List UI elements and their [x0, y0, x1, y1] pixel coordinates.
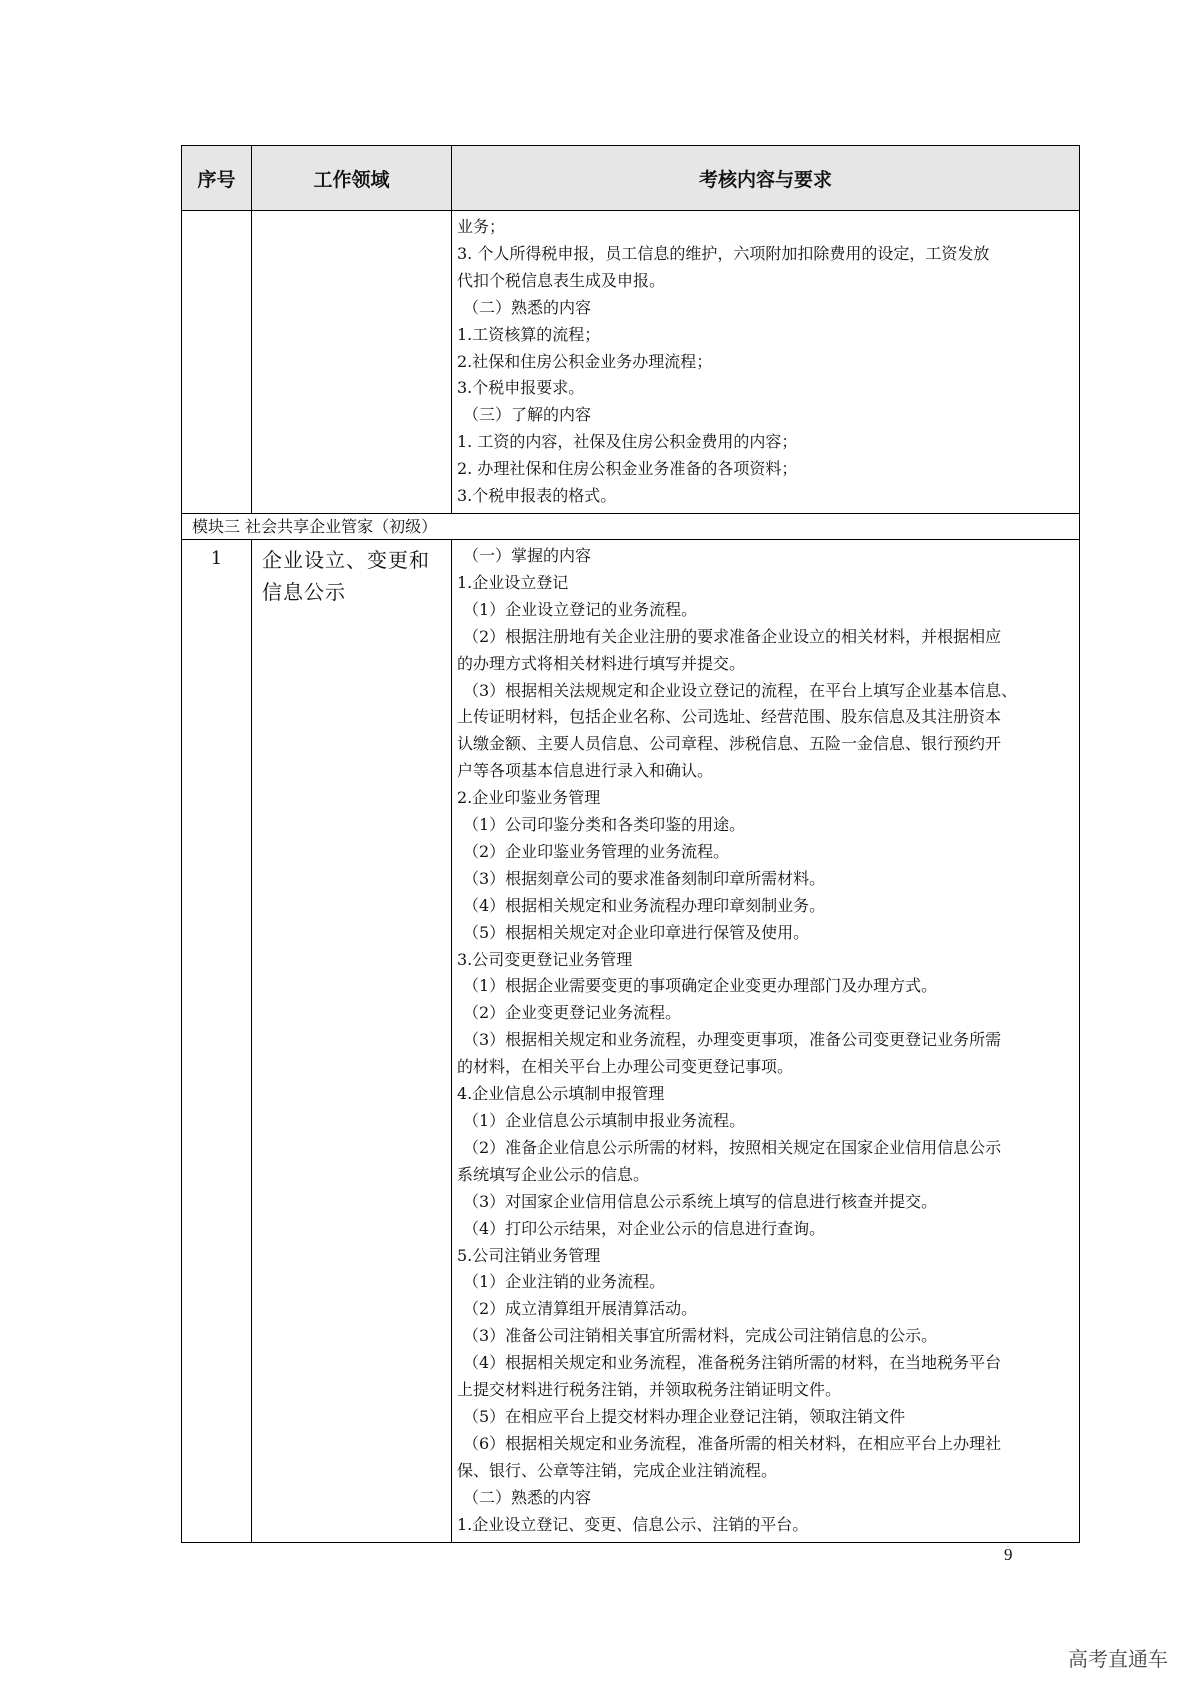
content-cell — [452, 539, 1080, 1542]
header-seq: 序号 — [182, 146, 252, 211]
continued-content — [452, 211, 1079, 513]
content-line: 4.企业信息公示填制申报管理 — [457, 1084, 665, 1104]
content-line: 的办理方式将相关材料进行填写并提交。 — [457, 653, 746, 673]
continued-content-cell — [452, 211, 1080, 514]
content-line: （6）根据相关规定和业务流程，准备所需的相关材料，在相应平台上办理社 — [463, 1433, 1002, 1453]
row-field-line2: 信息公示 — [262, 579, 346, 604]
content-line: （3）根据相关法规规定和企业设立登记的流程，在平台上填写企业基本信息、 — [463, 680, 1018, 700]
content-line: 代扣个税信息表生成及申报。 — [457, 270, 666, 290]
row-content — [452, 540, 1079, 1542]
content-line: （一）掌握的内容 — [463, 545, 592, 565]
content-line: 业务； — [457, 217, 506, 236]
content-line: 保、银行、公章等注销，完成企业注销流程。 — [457, 1460, 778, 1480]
content-line: 系统填写企业公示的信息。 — [457, 1164, 650, 1184]
module-cell — [182, 513, 1080, 539]
content-line: （4）打印公示结果，对企业公示的信息进行查询。 — [463, 1218, 826, 1238]
content-line: （1）企业设立登记的业务流程。 — [463, 599, 698, 619]
continued-field-cell — [252, 211, 452, 514]
content-line: （3）根据刻章公司的要求准备刻制印章所需材料。 — [463, 868, 826, 888]
content-line: 3.公司变更登记业务管理 — [457, 949, 633, 969]
watermark: 高考直通车 — [1068, 1647, 1168, 1671]
content-line: （2）准备企业信息公示所需的材料，按照相关规定在国家企业信用信息公示 — [463, 1137, 1002, 1157]
row-field-line1: 企业设立、变更和 — [262, 547, 430, 572]
content-line: （二）熟悉的内容 — [463, 297, 592, 317]
assessment-table — [181, 145, 1080, 1543]
continued-seq-cell — [182, 211, 252, 514]
content-line: 户等各项基本信息进行录入和确认。 — [457, 761, 714, 781]
module-row — [182, 513, 1080, 539]
content-line: 1.工资核算的流程； — [457, 324, 601, 344]
content-line: 2. 办理社保和住房公积金业务准备的各项资料； — [457, 459, 798, 479]
table-row — [182, 539, 1080, 1542]
continued-row — [182, 211, 1080, 514]
content-line: （1）根据企业需要变更的事项确定企业变更办理部门及办理方式。 — [463, 976, 938, 996]
content-line: 3.个税申报表的格式。 — [457, 486, 617, 506]
content-line: 1.企业设立登记 — [457, 572, 569, 592]
content-line: 2.社保和住房公积金业务办理流程； — [457, 351, 713, 371]
content-line: 上提交材料进行税务注销，并领取税务注销证明文件。 — [457, 1380, 842, 1400]
content-line: （5）在相应平台上提交材料办理企业登记注销，领取注销文件 — [463, 1406, 906, 1426]
content-line: 认缴金额、主要人员信息、公司章程、涉税信息、五险一金信息、银行预约开 — [457, 734, 1002, 754]
content-line: 5.公司注销业务管理 — [457, 1245, 601, 1265]
table-header-row — [182, 146, 1080, 211]
content-line: （2）企业印鉴业务管理的业务流程。 — [463, 841, 730, 861]
header-content: 考核内容与要求 — [452, 146, 1080, 211]
content-line: （3）根据相关规定和业务流程，办理变更事项，准备公司变更登记业务所需 — [463, 1030, 1002, 1050]
content-line: 2.企业印鉴业务管理 — [457, 788, 601, 808]
content-line: （5）根据相关规定对企业印章进行保管及使用。 — [463, 922, 810, 942]
content-line: （4）根据相关规定和业务流程，准备税务注销所需的材料，在当地税务平台 — [463, 1353, 1002, 1373]
content-line: （三）了解的内容 — [463, 405, 592, 425]
content-line: 3. 个人所得税申报，员工信息的维护，六项附加扣除费用的设定，工资发放 — [457, 243, 990, 263]
module-title: 模块三 社会共享企业管家（初级） — [192, 516, 438, 536]
content-line: 的材料，在相关平台上办理公司变更登记事项。 — [457, 1057, 794, 1077]
content-line: （1）企业信息公示填制申报业务流程。 — [463, 1111, 746, 1130]
content-line: （3）对国家企业信用信息公示系统上填写的信息进行核查并提交。 — [463, 1191, 938, 1211]
row-field — [252, 540, 451, 608]
row-seq: 1 — [210, 547, 223, 569]
content-line: 1.企业设立登记、变更、信息公示、注销的平台。 — [457, 1514, 809, 1534]
page-number: 9 — [1004, 1545, 1013, 1564]
content-line: 1. 工资的内容，社保及住房公积金费用的内容； — [457, 432, 798, 452]
content-line: 3.个税申报要求。 — [457, 378, 585, 398]
content-line: 上传证明材料，包括企业名称、公司选址、经营范围、股东信息及其注册资本 — [457, 707, 1002, 727]
content-line: （2）成立清算组开展清算活动。 — [463, 1299, 698, 1319]
content-line: （2）企业变更登记业务流程。 — [463, 1003, 682, 1023]
field-cell — [252, 539, 452, 1542]
header-field: 工作领域 — [252, 146, 452, 211]
content-line: （二）熟悉的内容 — [463, 1487, 592, 1507]
seq-cell — [182, 539, 252, 1542]
content-line: （3）准备公司注销相关事宜所需材料，完成公司注销信息的公示。 — [463, 1326, 938, 1346]
content-line: （4）根据相关规定和业务流程办理印章刻制业务。 — [463, 895, 826, 915]
content-line: （1）公司印鉴分类和各类印鉴的用途。 — [463, 815, 746, 835]
content-line: （2）根据注册地有关企业注册的要求准备企业设立的相关材料，并根据相应 — [463, 626, 1002, 646]
content-line: （1）企业注销的业务流程。 — [463, 1272, 666, 1292]
